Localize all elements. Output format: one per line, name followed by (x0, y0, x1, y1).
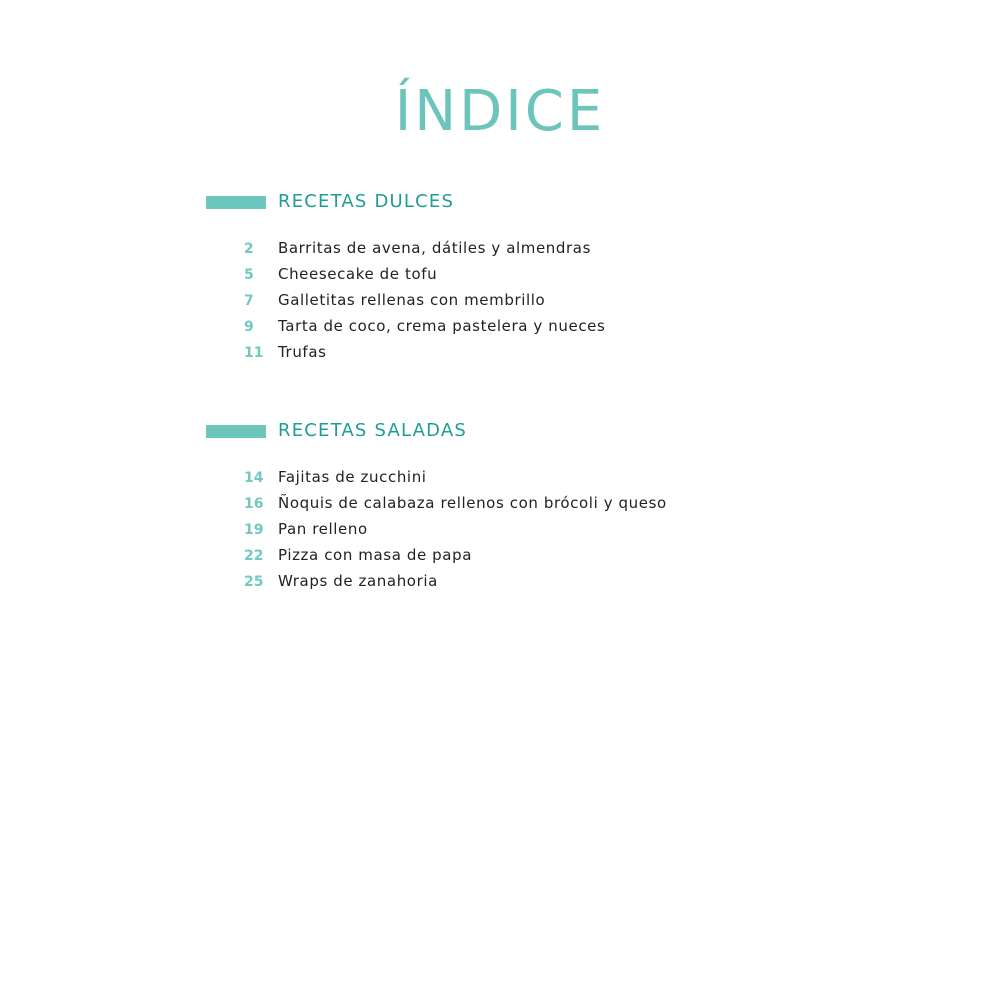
page-number: 14 (244, 470, 264, 486)
page-number: 16 (244, 496, 264, 512)
recipe-title: Pizza con masa de papa (278, 546, 473, 564)
page-number: 2 (244, 241, 254, 257)
page-number: 25 (244, 574, 264, 590)
toc-entry[interactable] (206, 236, 806, 262)
section-recetas-dulces (206, 191, 806, 361)
toc-list (206, 465, 806, 595)
recipe-title: Tarta de coco, crema pastelera y nueces (278, 317, 606, 335)
toc-entry[interactable] (206, 314, 806, 340)
section-recetas-saladas (206, 420, 806, 590)
page-number: 5 (244, 267, 254, 283)
section-heading: RECETAS DULCES (278, 191, 455, 212)
section-heading: RECETAS SALADAS (278, 420, 467, 441)
toc-list (206, 236, 806, 366)
page-title: ÍNDICE (394, 79, 606, 144)
recipe-title: Galletitas rellenas con membrillo (278, 291, 546, 309)
recipe-title: Wraps de zanahoria (278, 572, 438, 590)
section-header (206, 420, 806, 453)
recipe-title: Cheesecake de tofu (278, 265, 438, 283)
recipe-title: Trufas (278, 343, 327, 361)
toc-entry[interactable] (206, 288, 806, 314)
toc-entry[interactable] (206, 262, 806, 288)
toc-entry[interactable] (206, 340, 806, 366)
recipe-title: Pan relleno (278, 520, 368, 538)
section-header (206, 191, 806, 224)
toc-entry[interactable] (206, 517, 806, 543)
recipe-title: Barritas de avena, dátiles y almendras (278, 239, 592, 257)
page-number: 19 (244, 522, 264, 538)
recipe-title: Fajitas de zucchini (278, 468, 427, 486)
section-accent-bar (206, 425, 266, 438)
toc-entry[interactable] (206, 569, 806, 595)
toc-entry[interactable] (206, 543, 806, 569)
page-number: 9 (244, 319, 254, 335)
page-number: 11 (244, 345, 264, 361)
toc-entry[interactable] (206, 491, 806, 517)
page-number: 22 (244, 548, 264, 564)
toc-entry[interactable] (206, 465, 806, 491)
recipe-title: Ñoquis de calabaza rellenos con brócoli y queso (278, 494, 667, 512)
section-accent-bar (206, 196, 266, 209)
page-number: 7 (244, 293, 254, 309)
